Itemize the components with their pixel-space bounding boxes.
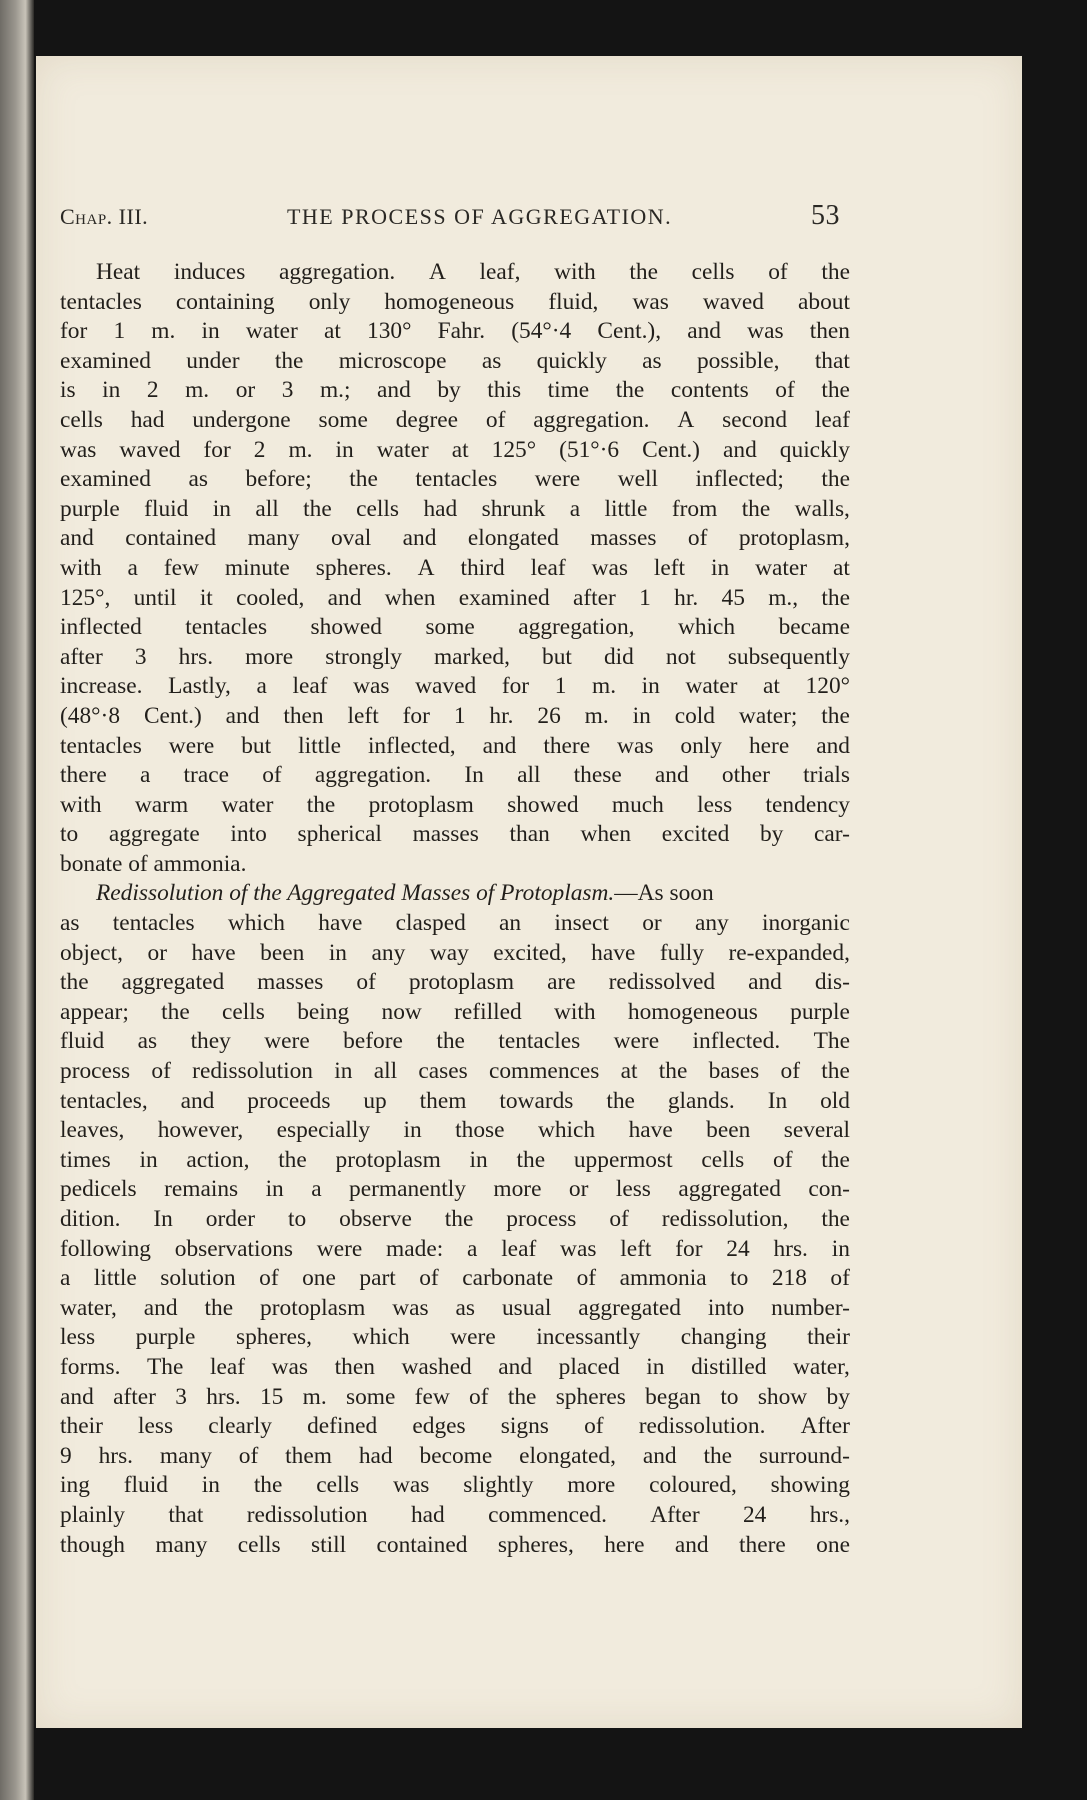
adjacent-page-edge [0, 0, 34, 1800]
section-heading-line [60, 879, 850, 909]
text-line: for 1 m. in water at 130° Fahr. (54°·4 Cent.), and was then [60, 318, 850, 345]
section-lead: —As soon [614, 880, 714, 907]
text-line: (48°·8 Cent.) and then left for 1 hr. 26 m. in cold water; the [60, 702, 850, 729]
text-line: following observations were made: a leaf was left for 24 hrs. in [60, 1235, 850, 1262]
text-line: water, and the protoplasm was as usual aggregated into number- [60, 1294, 850, 1321]
text-line: appear; the cells being now refilled with homogeneous purple [60, 998, 850, 1025]
text-line: and after 3 hrs. 15 m. some few of the spheres began to show by [60, 1383, 850, 1410]
text-line: was waved for 2 m. in water at 125° (51°·6 Cent.) and quickly [60, 436, 850, 463]
text-line: purple fluid in all the cells had shrunk a little from the walls, [60, 495, 850, 522]
text-line: forms. The leaf was then washed and placed in distilled water, [60, 1353, 850, 1380]
text-line: though many cells still contained spheres, here and there one [60, 1531, 850, 1558]
text-line: Heat induces aggregation. A leaf, with the cells of the [96, 259, 850, 285]
text-line: cells had undergone some degree of aggregation. A second leaf [60, 406, 850, 433]
text-line: object, or have been in any way excited, have fully re-expanded, [60, 939, 850, 966]
text-line: tentacles, and proceeds up them towards the glands. In old [60, 1087, 850, 1114]
text-line: there a trace of aggregation. In all these and other trials [60, 762, 850, 789]
text-line: and contained many oval and elongated masses of protoplasm, [60, 525, 850, 552]
text-line: increase. Lastly, a leaf was waved for 1 m. in water at 120° [60, 673, 850, 700]
text-line: to aggregate into spherical masses than when excited by car- [60, 821, 850, 848]
running-head [60, 200, 840, 232]
text-line: bonate of ammonia. [60, 850, 247, 877]
text-line: process of redissolution in all cases commences at the bases of the [60, 1058, 850, 1085]
text-line: 9 hrs. many of them had become elongated, and the surround- [60, 1442, 850, 1469]
text-line: times in action, the protoplasm in the uppermost cells of the [60, 1146, 850, 1173]
text-line: leaves, however, especially in those which have been several [60, 1117, 850, 1144]
text-line: examined as before; the tentacles were well inflected; the [60, 466, 850, 493]
text-line: as tentacles which have clasped an insect or any inorganic [60, 910, 850, 937]
body-text [60, 258, 850, 1560]
text-line: tentacles containing only homogeneous fluid, was waved about [60, 288, 850, 315]
text-line: tentacles were but little inflected, and there was only here and [60, 732, 850, 759]
book-page [36, 56, 1022, 1728]
text-line: less purple spheres, which were incessantly changing their [60, 1324, 850, 1351]
text-line: is in 2 m. or 3 m.; and by this time the contents of the [60, 377, 850, 404]
text-line: 125°, until it cooled, and when examined after 1 hr. 45 m., the [60, 584, 850, 611]
text-line: dition. In order to observe the process of redissolution, the [60, 1206, 850, 1232]
section-heading: Redissolution of the Aggregated Masses of Protoplasm. [96, 880, 615, 907]
page-number: 53 [810, 200, 840, 231]
text-line: with warm water the protoplasm showed much less tendency [60, 791, 850, 818]
text-line: examined under the microscope as quickly as possible, that [60, 347, 850, 374]
text-line: plainly that redissolution had commenced. After 24 hrs., [60, 1501, 850, 1528]
text-line: the aggregated masses of protoplasm are redissolved and dis- [60, 969, 850, 996]
text-line: after 3 hrs. more strongly marked, but did not subsequently [60, 643, 850, 670]
text-line: with a few minute spheres. A third leaf was left in water at [60, 554, 850, 581]
text-line: pedicels remains in a permanently more or less aggregated con- [60, 1176, 850, 1203]
text-line: a little solution of one part of carbonate of ammonia to 218 of [60, 1265, 850, 1292]
text-line: their less clearly defined edges signs of redissolution. After [60, 1413, 850, 1440]
text-line: ing fluid in the cells was slightly more coloured, showing [60, 1472, 850, 1499]
text-line: fluid as they were before the tentacles were inflected. The [60, 1028, 850, 1055]
chapter-label: Chap. III. [60, 204, 149, 229]
chapter-title: THE PROCESS OF AGGREGATION. [286, 204, 673, 229]
text-line: inflected tentacles showed some aggregation, which became [60, 614, 850, 641]
